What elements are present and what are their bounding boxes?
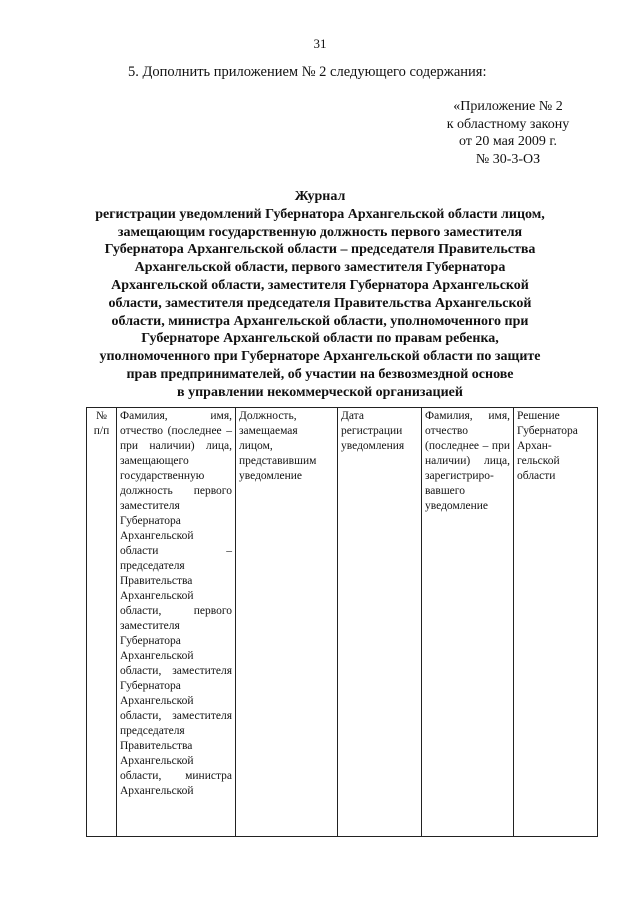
journal-title-line: регистрации уведомлений Губернатора Архангельской области лицом, bbox=[95, 206, 545, 222]
appendix-line: от 20 мая 2009 г. bbox=[458, 134, 557, 149]
journal-title-line: области, министра Архангельской области, уполномоченного при bbox=[111, 313, 529, 329]
table-header-row bbox=[87, 408, 598, 837]
appendix-reference bbox=[428, 98, 588, 168]
journal-title-line: замещающим государственную должность первого заместителя bbox=[117, 224, 523, 240]
column-header-governor-decision: Решение Губернатора Архан-гельской области bbox=[514, 408, 598, 837]
column-header-position: Должность, замещаемая лицом, представившим уведомление bbox=[236, 408, 338, 837]
column-header-full-name: Фамилия, имя, отчество (последнее – при наличии) лица, замещающего государственную должность первого заместителя Губернатора Архангельской области – председателя Правительства Архангельской области, первого заместителя Губернатора Архангельской области, заместителя Губернатора Архангельской области, заместителя председателя Правительства Архангельской области, министра Архангельской bbox=[117, 408, 236, 837]
page-number: 31 bbox=[313, 36, 327, 51]
column-header-registrar-name: Фамилия, имя, отчество (последнее – при наличии) лица, зарегистриро-вавшего уведомление bbox=[422, 408, 514, 837]
journal-title-line: уполномоченного при Губернаторе Архангельской области по защите bbox=[99, 349, 541, 365]
journal-heading: Журнал bbox=[294, 189, 346, 204]
journal-title-line: в управлении некоммерческой организацией bbox=[177, 384, 463, 400]
registration-table bbox=[86, 407, 598, 837]
appendix-line: № 30-3-ОЗ bbox=[475, 151, 541, 167]
journal-title-block bbox=[80, 188, 560, 402]
column-header-number: № п/п bbox=[87, 408, 117, 837]
journal-title-line: Губернатора Архангельской области – председателя Правительства bbox=[104, 242, 536, 258]
journal-title-line: Губернаторе Архангельской области по правам ребенка, bbox=[141, 331, 499, 347]
journal-title-line: Архангельской области, первого заместителя Губернатора bbox=[134, 260, 506, 276]
journal-title-line: Архангельской области, заместителя Губернатора Архангельской bbox=[111, 277, 529, 293]
appendix-line: к областному закону bbox=[446, 116, 570, 132]
journal-title-line: прав предпринимателей, об участии на безвозмездной основе bbox=[126, 366, 514, 382]
journal-title-line: области, заместителя председателя Правительства Архангельской bbox=[108, 295, 532, 311]
intro-paragraph: 5. Дополнить приложением № 2 следующего содержания: bbox=[128, 64, 487, 80]
appendix-line: «Приложение № 2 bbox=[453, 99, 563, 114]
column-header-registration-date: Дата регистрации уведомления bbox=[338, 408, 422, 837]
